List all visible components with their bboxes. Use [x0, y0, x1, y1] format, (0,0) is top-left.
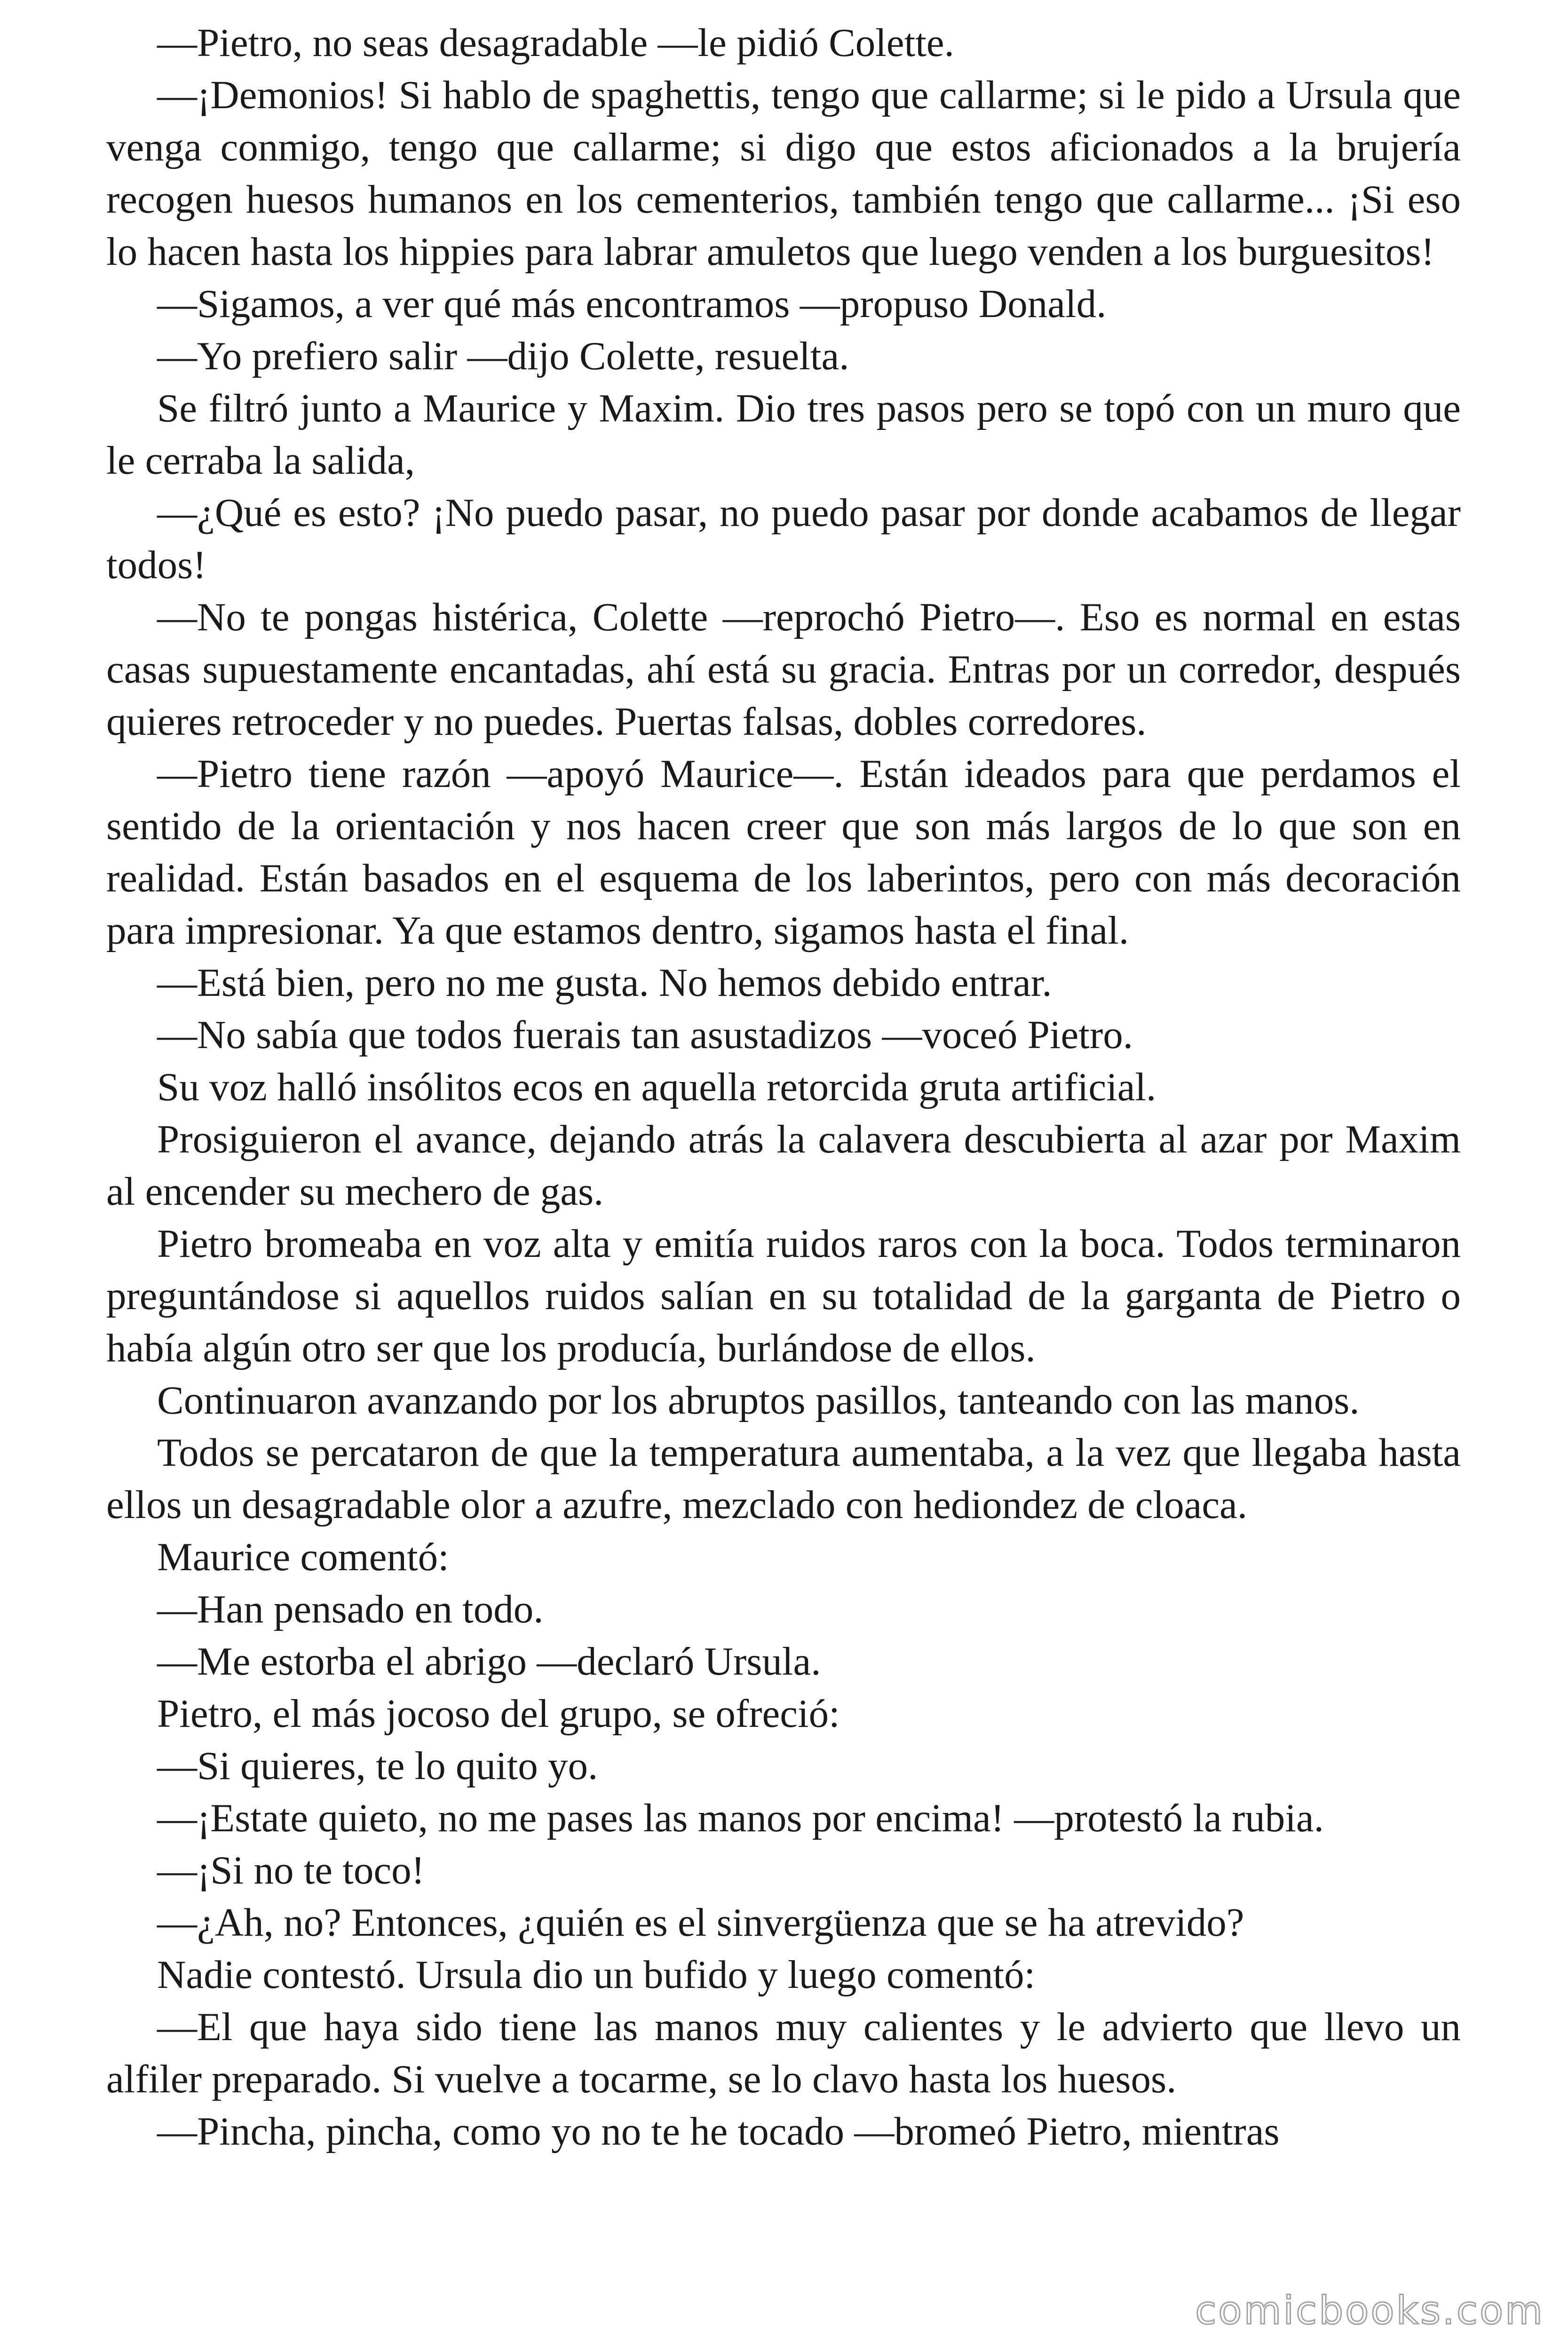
- paragraph: Se filtró junto a Maurice y Maxim. Dio tres pasos pero se topó con un muro que le cerraba la salida,: [106, 386, 1461, 483]
- paragraph: Pietro bromeaba en voz alta y emitía ruidos raros con la boca. Todos terminaron preguntándose si aquellos ruidos salían en su totalidad de la garganta de Pietro o había algún otro ser que los producía, burlándose de ellos.: [106, 1222, 1461, 1370]
- paragraph: —Pincha, pincha, como yo no te he tocado —bromeó Pietro, mientras: [157, 2109, 1280, 2153]
- paragraph: Pietro, el más jocoso del grupo, se ofreció:: [157, 1692, 840, 1736]
- paragraph: Su voz halló insólitos ecos en aquella retorcida gruta artificial.: [157, 1065, 1156, 1109]
- paragraph: —Yo prefiero salir —dijo Colette, resuelta.: [157, 334, 849, 378]
- paragraph: —Está bien, pero no me gusta. No hemos debido entrar.: [157, 961, 1052, 1005]
- paragraph: —No te pongas histérica, Colette —reprochó Pietro—. Eso es normal en estas casas supuestamente encantadas, ahí está su gracia. Entras por un corredor, después quieres retroceder y no puedes. Puertas falsas, dobles corredores.: [106, 595, 1461, 744]
- paragraph: Nadie contestó. Ursula dio un bufido y luego comentó:: [157, 1953, 1036, 1997]
- paragraph: Todos se percataron de que la temperatura aumentaba, a la vez que llegaba hasta ellos un desagradable olor a azufre, mezclado con hediondez de cloaca.: [106, 1430, 1461, 1527]
- paragraph: —¡Demonios! Si hablo de spaghettis, tengo que callarme; si le pido a Ursula que venga conmigo, tengo que callarme; si digo que estos aficionados a la brujería recogen huesos humanos en los cementerios, también tengo que callarme... ¡Si eso lo hacen hasta los hippies para labrar amuletos que luego venden a los burguesitos!: [106, 73, 1461, 274]
- paragraph: Maurice comentó:: [157, 1535, 449, 1579]
- paragraph: —¿Qué es esto? ¡No puedo pasar, no puedo pasar por donde acabamos de llegar todos!: [106, 491, 1461, 587]
- paragraph: —Me estorba el abrigo —declaró Ursula.: [157, 1639, 821, 1684]
- paragraph: —¡Estate quieto, no me pases las manos por encima! —protestó la rubia.: [157, 1796, 1324, 1840]
- paragraph: Prosiguieron el avance, dejando atrás la calavera descubierta al azar por Maxim al encender su mechero de gas.: [106, 1117, 1461, 1214]
- paragraph: Continuaron avanzando por los abruptos pasillos, tanteando con las manos.: [157, 1378, 1360, 1422]
- paragraph: —Han pensado en todo.: [157, 1587, 544, 1631]
- paragraph: —Si quieres, te lo quito yo.: [157, 1744, 598, 1788]
- paragraph: —Sigamos, a ver qué más encontramos —propuso Donald.: [157, 282, 1107, 326]
- book-page: [106, 17, 1461, 2322]
- paragraph: —El que haya sido tiene las manos muy calientes y le advierto que llevo un alfiler preparado. Si vuelve a tocarme, se lo clavo hasta los huesos.: [106, 2005, 1461, 2101]
- paragraph: —Pietro tiene razón —apoyó Maurice—. Están ideados para que perdamos el sentido de la orientación y nos hacen creer que son más largos de lo que son en realidad. Están basados en el esquema de los laberintos, pero con más decoración para impresionar. Ya que estamos dentro, sigamos hasta el final.: [106, 752, 1461, 953]
- paragraph: —Pietro, no seas desagradable —le pidió Colette.: [157, 21, 954, 65]
- paragraph: —¡Si no te toco!: [157, 1848, 425, 1892]
- paragraph: —No sabía que todos fuerais tan asustadizos —voceó Pietro.: [157, 1013, 1133, 1057]
- paragraph: —¿Ah, no? Entonces, ¿quién es el sinvergüenza que se ha atrevido?: [157, 1900, 1244, 1945]
- watermark: comicbooks.com: [1195, 2288, 1544, 2333]
